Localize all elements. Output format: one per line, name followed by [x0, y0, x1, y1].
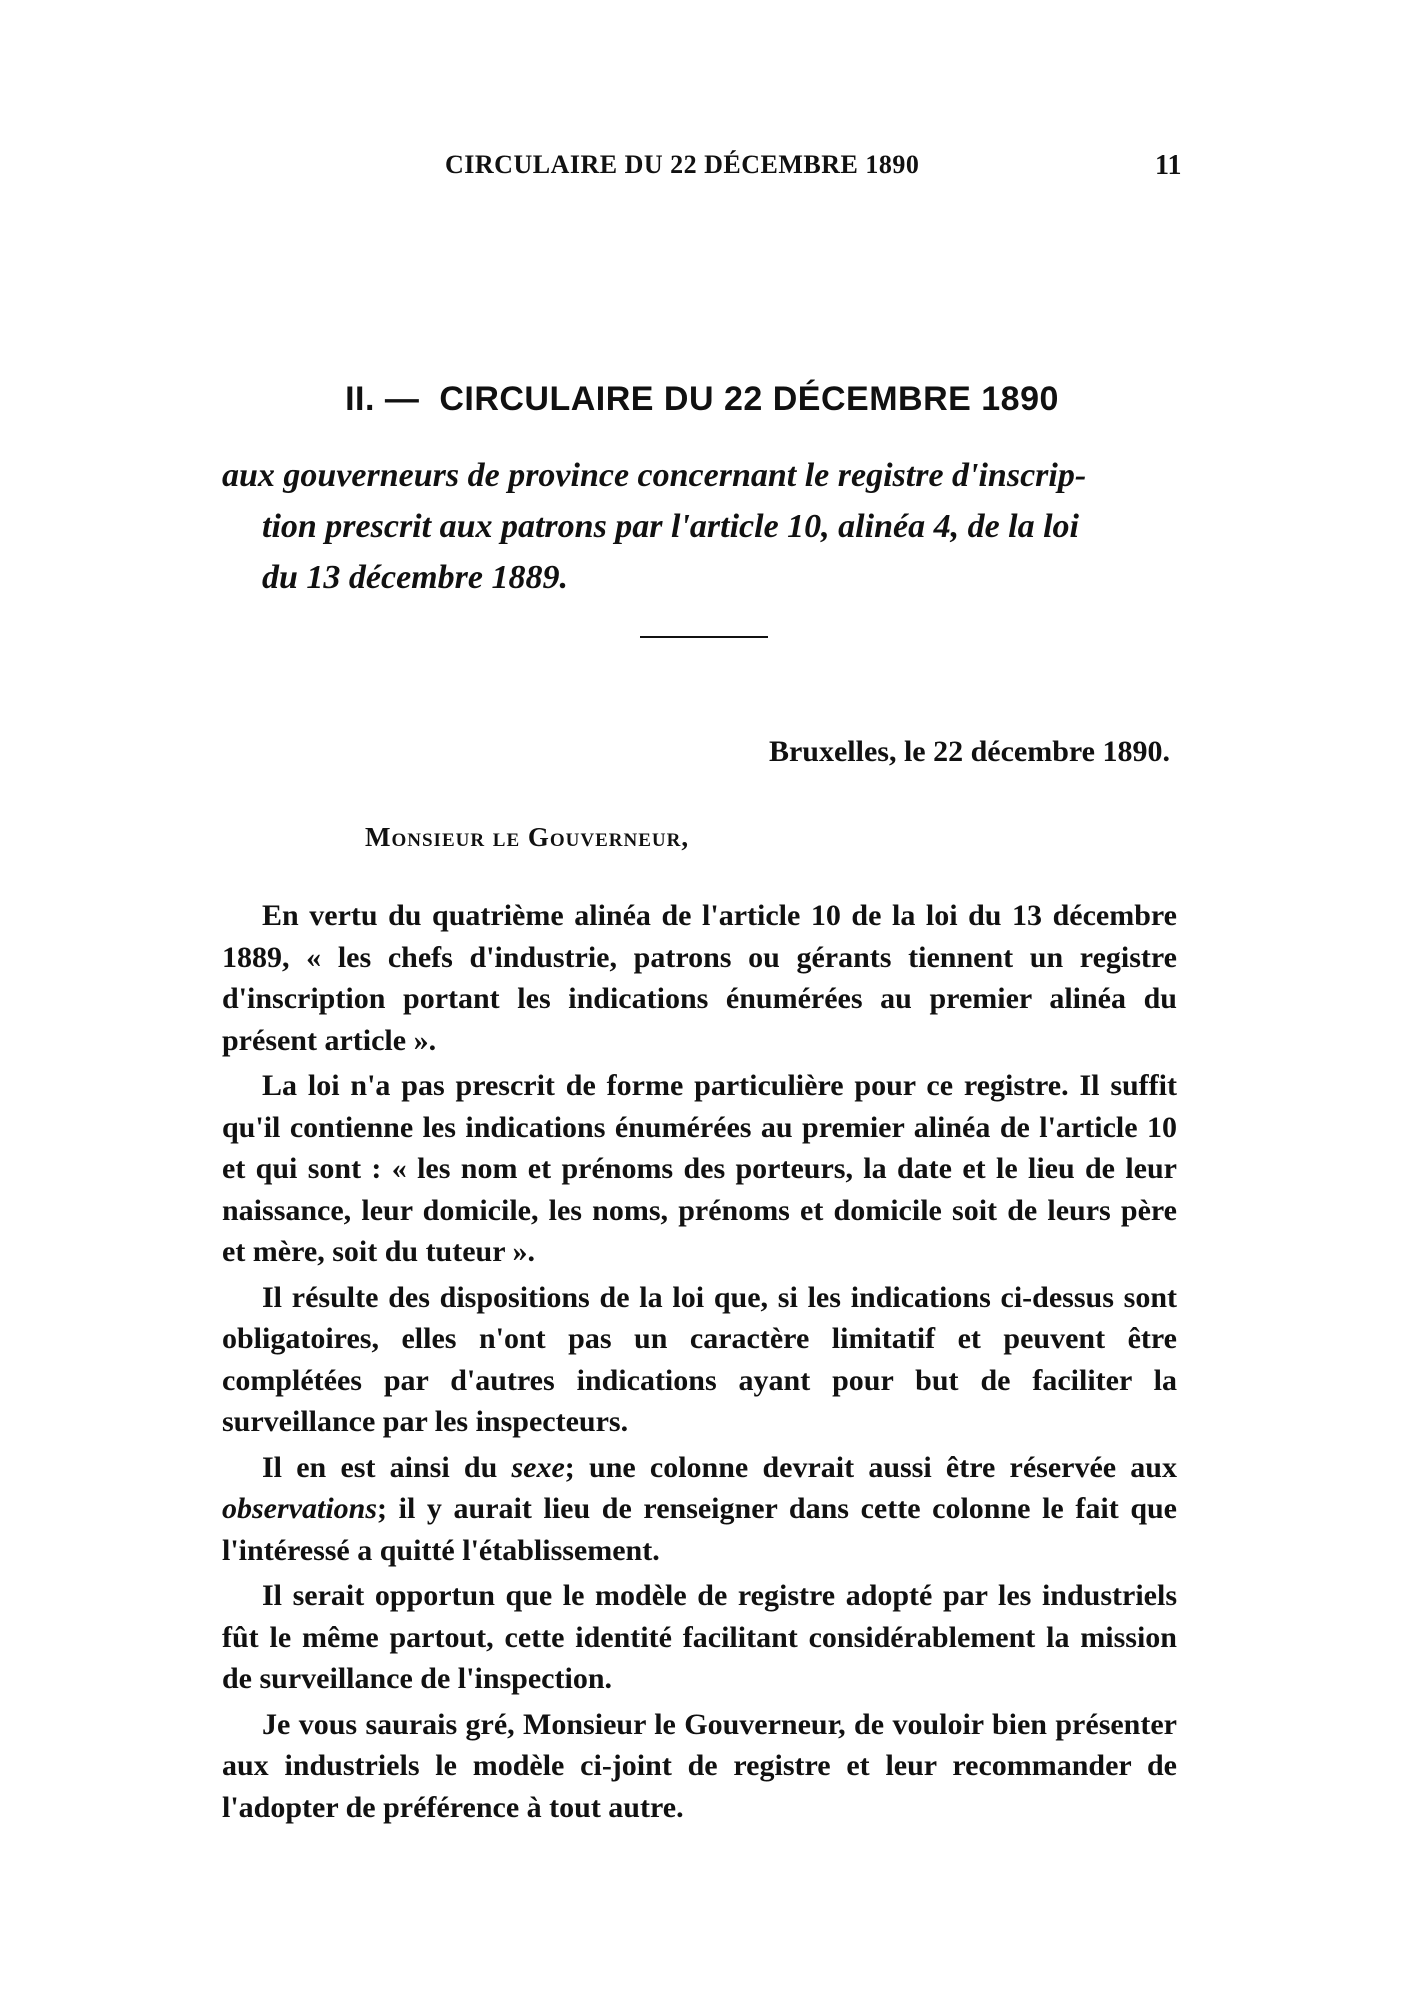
paragraph-4-text-b: ; une colonne devrait aussi être réservée aux — [564, 1450, 1177, 1484]
running-title: CIRCULAIRE DU 22 DÉCEMBRE 1890 — [445, 150, 920, 179]
dateline: Bruxelles, le 22 décembre 1890. — [768, 735, 1170, 768]
paragraph-4 — [222, 1447, 1177, 1572]
paragraph-4-text-c: ; il y aurait lieu de renseigner dans cette colonne le fait que l'intéressé a quitté l'établissement. — [222, 1492, 1177, 1567]
subtitle-line-2: tion prescrit aux patrons par l'article 10, alinéa 4, de la loi — [262, 508, 1079, 545]
section-number: II. — — [345, 380, 420, 418]
paragraph-4-italic-observations: observations — [222, 1492, 378, 1525]
page-number: 11 — [1155, 150, 1182, 181]
paragraph-2: La loi n'a pas prescrit de forme particulière pour ce registre. Il suffit qu'il contienne les indications énumérées au premier alinéa de l'article 10 et qui sont : « les nom et prénoms des porteurs, la date et le lieu de leur naissance, leur domicile, les noms, prénoms et domicile soit de leurs père et mère, soit du tuteur ». — [222, 1069, 1177, 1268]
subtitle-line-1: aux gouverneurs de province concernant le registre d'inscrip- — [222, 457, 1087, 494]
letter-body — [222, 895, 1177, 1828]
section-title: CIRCULAIRE DU 22 DÉCEMBRE 1890 — [439, 380, 1059, 418]
subtitle-line-3: du 13 décembre 1889. — [262, 559, 568, 596]
running-header — [0, 150, 1404, 190]
paragraph-4-text-a: Il en est ainsi du — [262, 1450, 512, 1484]
paragraph-3: Il résulte des dispositions de la loi que, si les indications ci-dessus sont obligatoires, elles n'ont pas un caractère limitatif et peuvent être complétées par d'autres indications ayant pour but de faciliter la surveillance par les inspecteurs. — [222, 1280, 1177, 1438]
section-heading — [0, 380, 1404, 419]
paragraph-4-italic-sexe: sexe — [511, 1450, 565, 1484]
paragraph-6: Je vous saurais gré, Monsieur le Gouverneur, de vouloir bien présenter aux industriels le modèle ci-joint de registre et leur recommander de l'adopter de préférence à tout autre. — [222, 1707, 1177, 1824]
paragraph-5: Il serait opportun que le modèle de registre adopté par les industriels fût le même partout, cette identité facilitant considérablement la mission de surveillance de l'inspection. — [222, 1579, 1177, 1695]
salutation: Monsieur le Gouverneur, — [365, 822, 690, 852]
separator-rule — [640, 636, 768, 638]
section-subtitle — [222, 450, 1177, 603]
paragraph-1: En vertu du quatrième alinéa de l'article 10 de la loi du 13 décembre 1889, « les chefs d'industrie, patrons ou gérants tiennent un registre d'inscription portant les indications énumérées au premier alinéa du présent article ». — [222, 899, 1177, 1057]
